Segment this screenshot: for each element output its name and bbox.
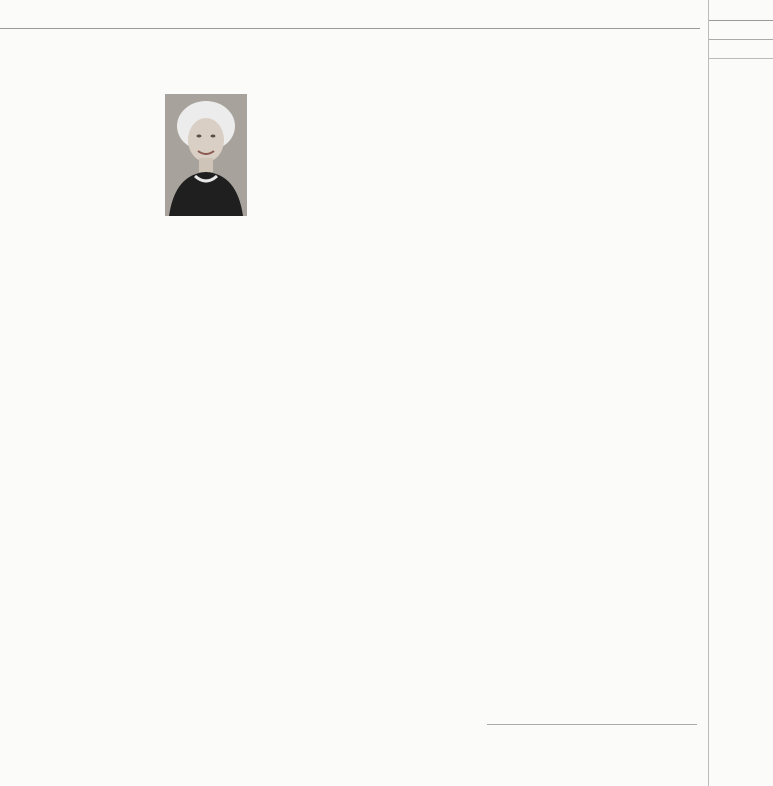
adjacent-masthead: [709, 39, 773, 40]
adjacent-phone-label: [709, 58, 773, 65]
adjacent-section-heading: [709, 20, 773, 21]
article-column-2: [258, 96, 478, 228]
section-kicker: [0, 0, 700, 29]
comment-footer-note: [487, 724, 697, 728]
adjacent-column-cropped: [708, 0, 773, 786]
author-portrait-image: [165, 94, 247, 216]
pull-quote: [238, 432, 500, 436]
author-photo: [165, 94, 247, 216]
